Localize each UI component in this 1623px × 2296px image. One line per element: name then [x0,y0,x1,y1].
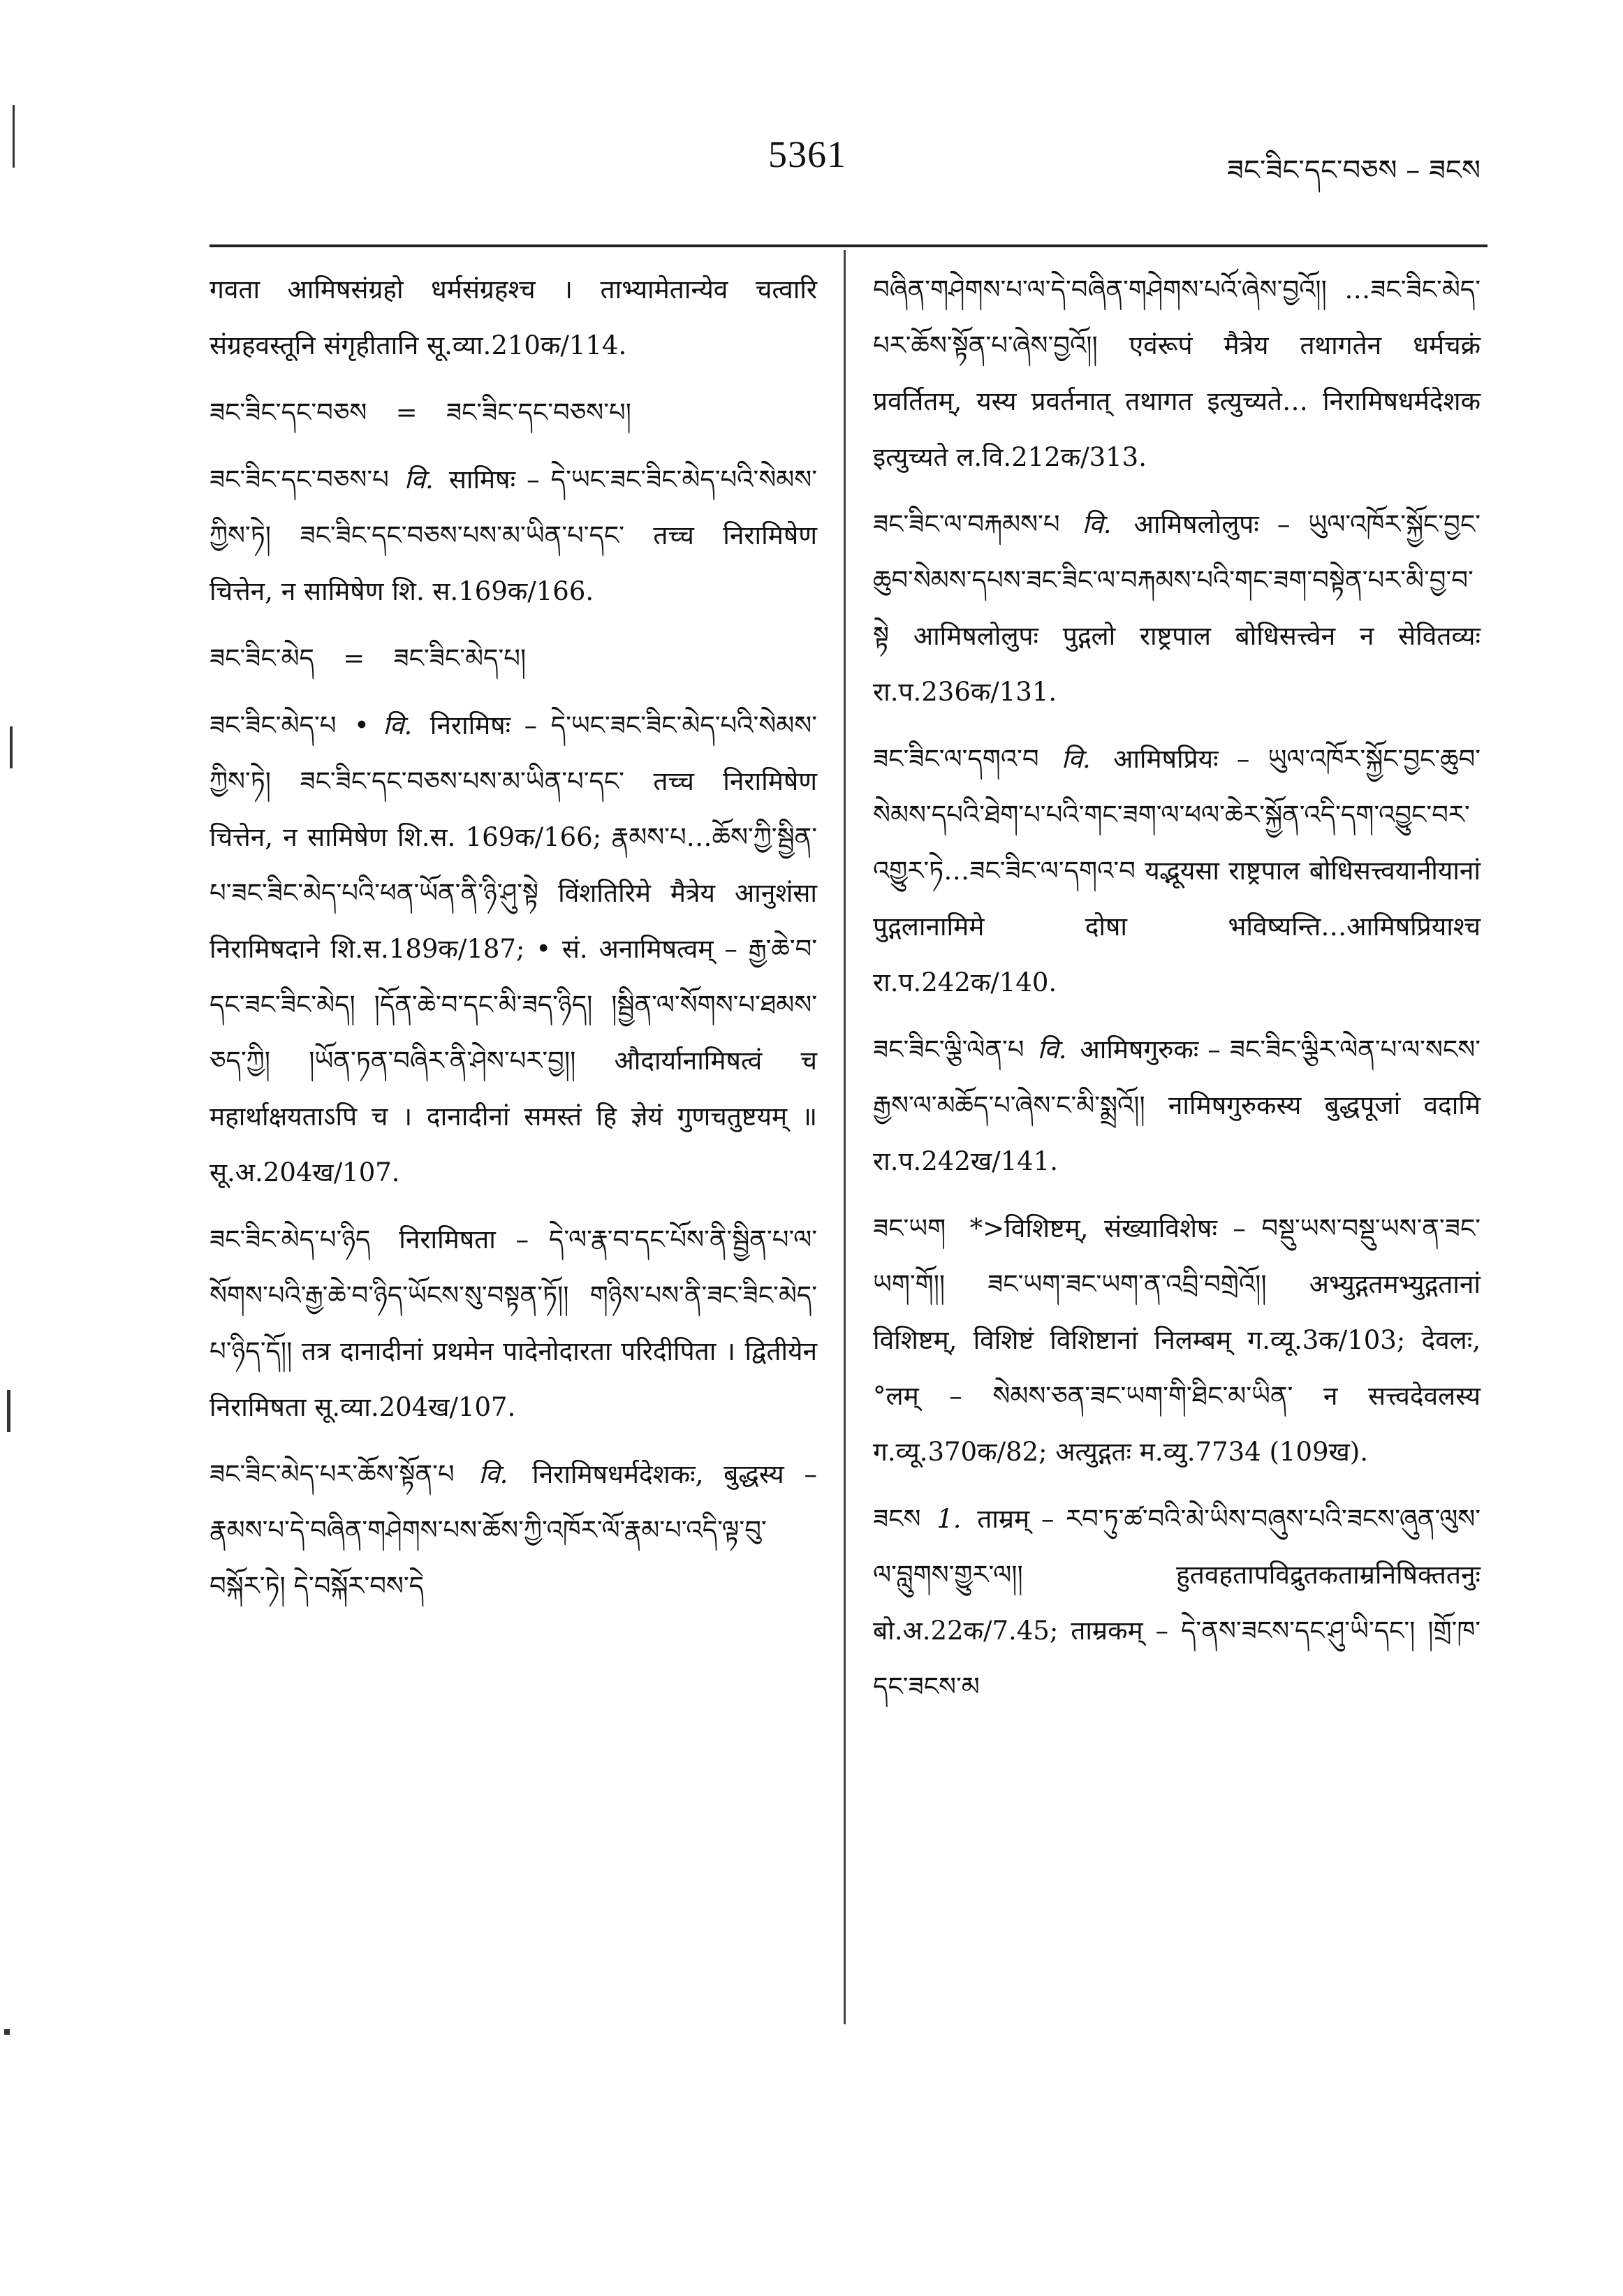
scan-edge-mark [10,726,13,768]
entry-text: *>विशिष्टम्, संख्याविशेषः – བསྡུ་ཡས་བསྡུ་ཡས་ན་ཟང་ཡག་གོ།། ཟང་ཡག་ཟང་ཡག་ན་འབྲི་བགྲེའོ།། अभ्युद्गतमभ्युद्गतानां विशिष्टम्, विशिष्टं विशिष्टानां निलम्बम् ग.व्यू.3क/103; देवलः, °लम् – སེམས་ཅན་ཟང་ཡག་གི་ཐིང་མ་ཡིན་ न सत्त्वदेवलस्य ग.व्यू.370क/82; अत्युद्गतः म.व्यु.7734 (109ख). [873,1213,1481,1467]
cross-ref-equals: = [343,643,365,673]
left-column [210,262,817,1625]
entry-text: བཞིན་གཤེགས་པ་ལ་དེ་བཞིན་གཤེགས་པའོ་ཞེས་བྱའོ།། …ཟང་ཟིང་མེད་པར་ཆོས་སྟོན་པ་ཞེས་བྱའོ།། एवंरूपं मैत्रेय तथागतेन धर्मचक्रं प्रवर्तितम्, यस्य प्रवर्तनात् तथागत इत्युच्यते… निरामिषधर्मदेशक इत्युच्यते ल.वि.212क/313. [873,275,1481,472]
entry-text: आमिषप्रियः – ཡུལ་འཁོར་སྐྱོང་བྱང་ཆུབ་སེམས་དཔའི་ཐེག་པ་པའི་གང་ཟག་ལ་ཕལ་ཆེར་སྐྱོན་འདི་དག་འབྱུང་བར་འགྱུར་ཏེ…ཟང་ཟིང་ལ་དགའ་བ यद्भूयसा राष्ट्रपाल बोधिसत्त्वयानीयानां पुद्गलानामिमे दोषा भविष्यन्ति…आमिषप्रियाश्च रा.प.242क/140. [873,744,1481,997]
dictionary-entry [210,698,817,1201]
dictionary-entry [873,497,1481,720]
scan-edge-mark [7,1390,10,1432]
dictionary-entry [210,1447,817,1614]
dictionary-entry [873,1201,1481,1480]
scan-edge-mark [13,105,15,168]
scan-edge-mark [4,2029,10,2035]
entry-text: गवता आमिषसंग्रहो धर्मसंग्रहश्च । ताभ्यामेतान्येव चत्वारि संग्रहवस्तूनि संगृहीतानि सू.व्या.210क/114. [210,275,817,360]
entry-text: ཟང་ཟིང་མེད་པ། [393,643,527,673]
cross-ref-equals: = [395,397,418,427]
entry-continuation [210,262,817,374]
entry-text: ཟང་ཟིང་དང་བཅས་པ། [446,397,631,427]
entry-text: आमिषगुरुकः – ཟང་ཟིང་ལྕིར་ལེན་པ་ལ་སངས་རྒྱས་ལ་མཆོད་པ་ཞེས་ང་མི་སྨྲའོ།། नामिषगुरुकस्य बुद्धपूजां वदामि रा.प.242ख/141. [873,1034,1481,1176]
entry-headword: ཟང་ཟིང་ལ་དགའ་བ [873,744,1039,774]
entry-headword: ཟང་ཡག [873,1213,946,1243]
entry-headword: ཟང་ཟིང་ལ་བརྐམས་པ [873,509,1060,539]
entry-grammar-label: वि. [1082,509,1112,539]
dictionary-entry [210,452,817,620]
entry-headword: ཟང་ཟིང་མེད་པར་ཆོས་སྟོན་པ [210,1459,455,1489]
entry-grammar-label: वि. [1061,744,1091,774]
entry-grammar-label: वि. [1037,1034,1067,1065]
entry-text: आमिषलोलुपः – ཡུལ་འཁོར་སྐྱོང་བྱང་ཆུབ་སེམས་དཔས་ཟང་ཟིང་ལ་བརྐམས་པའི་གང་ཟག་བསྟེན་པར་མི་བྱ་བ་སྟེ आमिषलोलुपः पुद्गलो राष्ट्रपाल बोधिसत्त्वेन न सेवितव्यः रा.प.236क/131. [873,509,1481,707]
column-divider [844,250,846,2024]
dictionary-entry [873,1022,1481,1190]
entry-headword: ཟང་ཟིང་དང་བཅས་པ [210,465,389,495]
entry-text: निरामिषः – དེ་ཡང་ཟང་ཟིང་མེད་པའི་སེམས་ཀྱིས་ཏེ། ཟང་ཟིང་དང་བཅས་པས་མ་ཡིན་པ་དང་ तच्च निरामिषेण चित्तेन, न सामिषेण शि.स. 169क/166; རྣམས་པ…ཆོས་ཀྱི་སྦྱིན་པ་ཟང་ཟིང་མེད་པའི་ཕན་ཡོན་ནི་ཉི་ཤུ་སྟེ विंशतिरिमे मैत्रेय आनुशंसा निरामिषदाने शि.स.189क/187; • सं. अनामिषत्वम् – རྒྱ་ཆེ་བ་དང་ཟང་ཟིང་མེད། །དོན་ཆེ་བ་དང་མི་ཟད་ཉིད། །སྦྱིན་ལ་སོགས་པ་ཐམས་ཅད་ཀྱི། །ཡོན་ཏན་བཞིར་ནི་ཤེས་པར་བྱ།། औदार्यानामिषत्वं च महार्थाक्षयताऽपि च । दानादीनां समस्तं हि ज्ञेयं गुणचतुष्टयम् ॥ सू.अ.204ख/107. [210,710,817,1187]
right-column [873,262,1481,1726]
entry-headword: ཟང་ཟིང་ལྕི་ལེན་པ [873,1034,1025,1065]
dictionary-entry [210,385,817,441]
entry-headword: ཟང་ཟིང་མེད་པ་ཉིད [210,1224,371,1255]
entry-text: निरामिषता – དེ་ལ་རྣ་བ་དང་པོས་ནི་སྦྱིན་པ་ལ་སོགས་པའི་རྒྱ་ཆེ་བ་ཉིད་ཡོངས་སུ་བསྟན་ཏོ།། གཉིས་པས་ནི་ཟང་ཟིང་མེད་པ་ཉིད་དོ།། तत्र दानादीनां प्रथमेन पादेनोदारता परिदीपिता । द्वितीयेन निरामिषता सू.व्या.204ख/107. [210,1224,817,1422]
entry-headword: ཟང་ཟིང་དང་བཅས [210,397,367,427]
running-head: ཟང་ཟིང་དང་བཅས – ཟངས [1226,154,1481,187]
entry-grammar-label: वि. [478,1459,508,1489]
entry-headword: ཟངས [873,1504,921,1534]
entry-text: निरामिषधर्मदेशकः, बुद्धस्य – རྣམས་པ་དེ་བཞིན་གཤེགས་པས་ཆོས་ཀྱི་འཁོར་ལོ་རྣམ་པ་འདི་ལྟ་བུ་བསྐོར་ཏེ། དེ་བསྐོར་བས་དེ [210,1459,817,1601]
entry-grammar-label: • वि. [353,710,413,740]
entry-text: ताम्रम् – རབ་ཏུ་ཚ་བའི་མེ་ཡིས་བཞུས་པའི་ཟངས་ཞུན་ལུས་ལ་བླུགས་གྱུར་ལ།། हुतवहतापविद्रुतकताम्रनिषिक्ततनुः बो.अ.22क/7.45; ताम्रकम् – དེ་ནས་ཟངས་དང་ཤུ་ཡི་དང་། །གྲོ་ཁ་དང་ཟངས་མ [873,1504,1481,1702]
dictionary-entry [873,731,1481,1011]
dictionary-entry [210,1212,817,1435]
entry-headword: ཟང་ཟིང་མེད [210,643,314,673]
entry-grammar-label: 1. [937,1504,962,1534]
page-number: 5361 [768,133,846,175]
entry-headword: ཟང་ཟིང་མེད་པ [210,710,337,740]
entry-continuation [873,262,1481,485]
header-rule [210,244,1488,247]
entry-text: सामिषः – དེ་ཡང་ཟང་ཟིང་མེད་པའི་སེམས་ཀྱིས་ཏེ། ཟང་ཟིང་དང་བཅས་པས་མ་ཡིན་པ་དང་ तच्च निरामिषेण चित्तेन, न सामिषेण शि. स.169क/166. [210,465,818,606]
dictionary-entry [873,1491,1481,1715]
entry-grammar-label: वि. [404,465,434,495]
dictionary-entry [210,631,817,687]
